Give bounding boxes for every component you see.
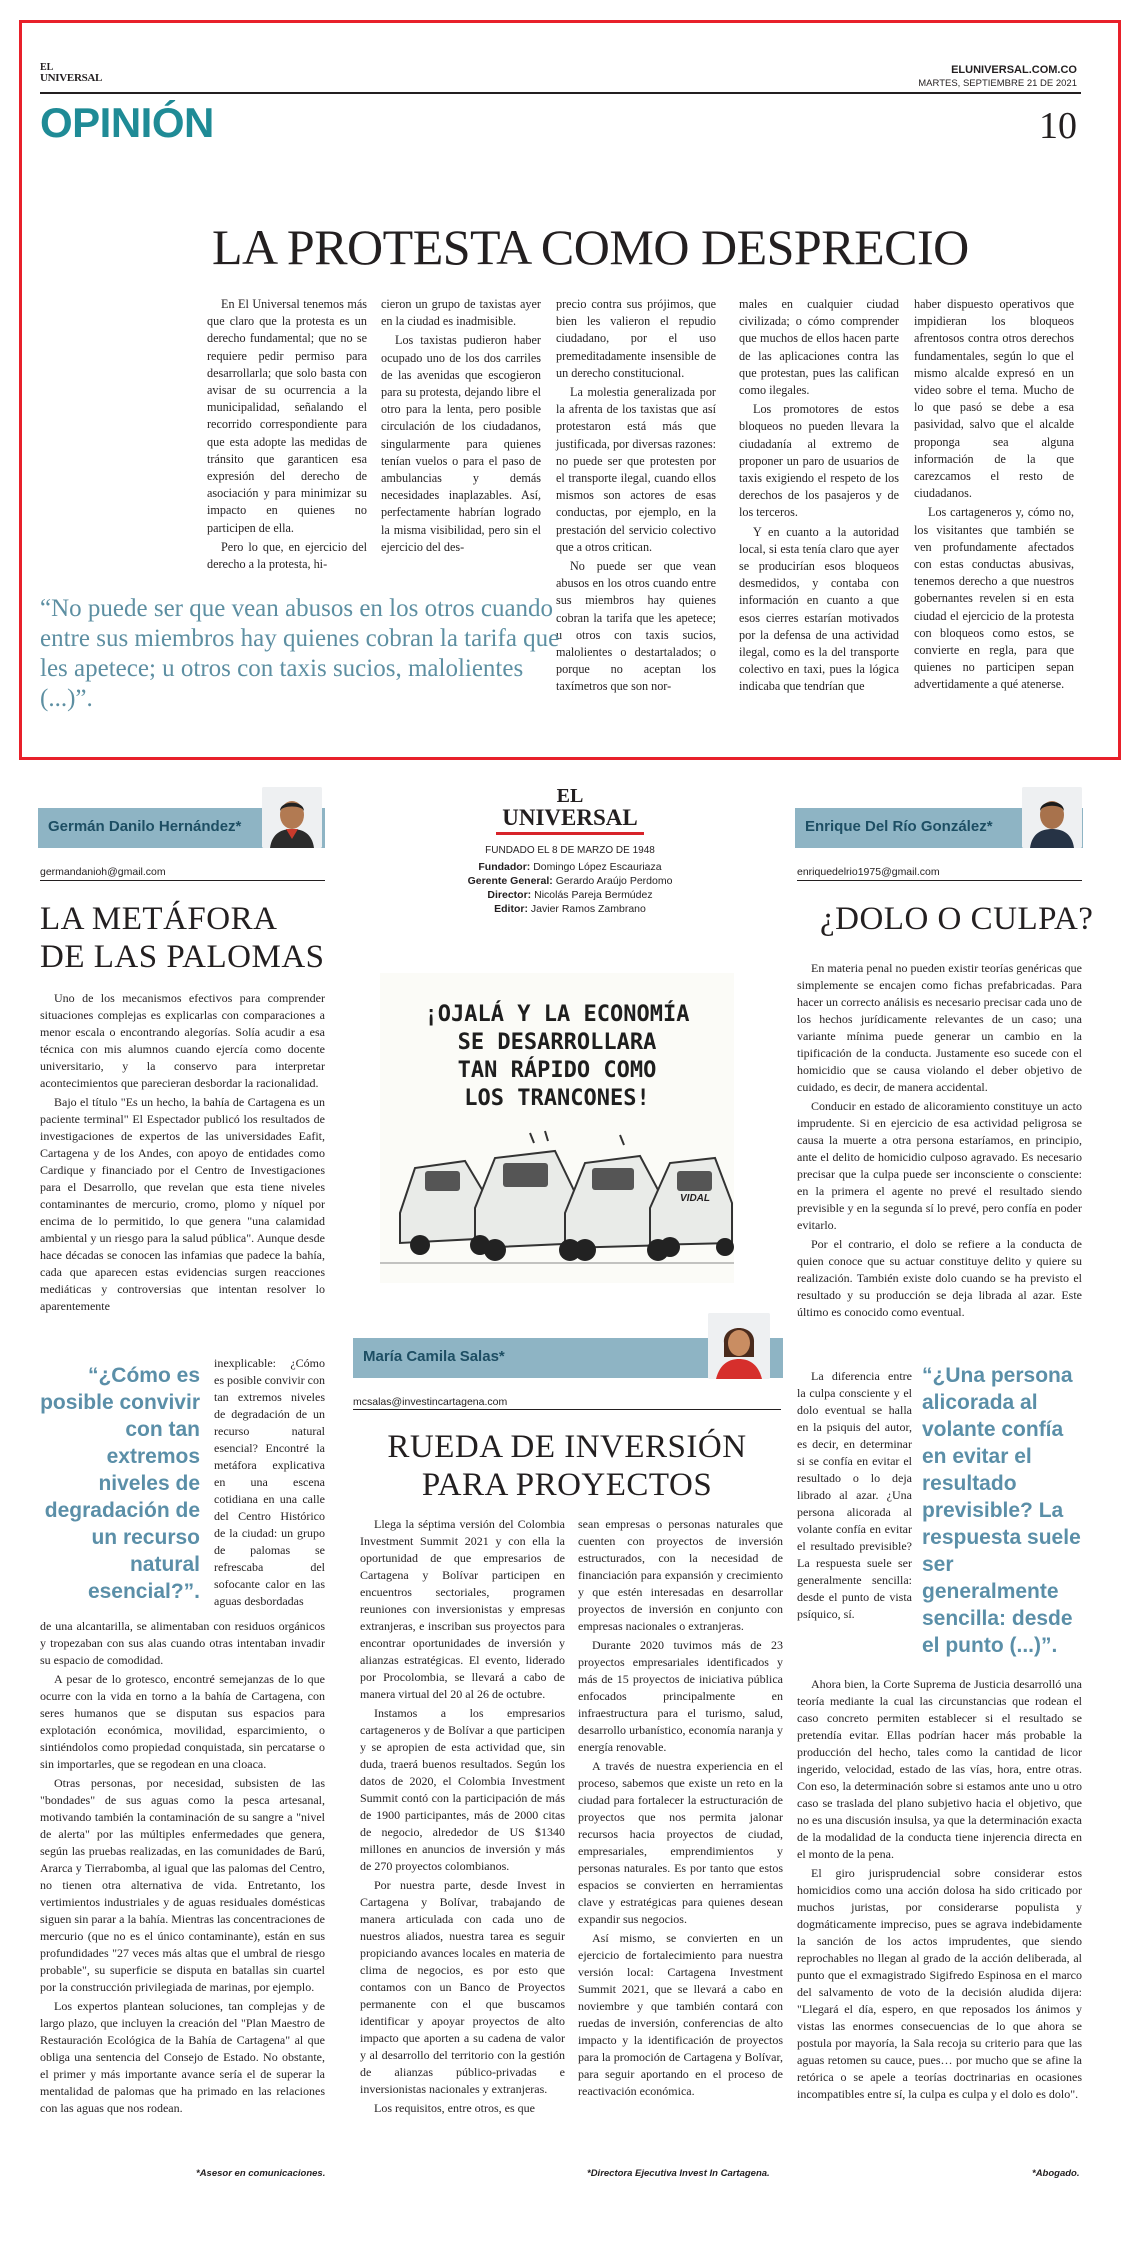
masthead-logo-top: EL	[556, 785, 584, 807]
article-title	[353, 1428, 781, 1504]
author-name: Enrique Del Río González*	[805, 818, 993, 835]
paragraph: Instamos a los empresarios cartageneros y de Bolívar a que participen y se apropien de esta actividad que, sin duda, traerá buenos resultados. Según los datos de 2020, el Colombia Investment Summit contó con la participación de más de 1900 participantes, más de 2000 citas de negocio, alrededor de US $1340 millones en anuncios de inversión y más de 270 proyectos colombianos.	[360, 1706, 565, 1873]
left-article-body-bottom	[40, 1618, 325, 2119]
masthead-logo-bottom: UNIVERSAL	[496, 806, 644, 835]
staff-role: Fundador:	[478, 861, 531, 873]
editorial-col-3	[556, 296, 716, 698]
cartoon-line: SE DESARROLLARA	[457, 1030, 657, 1055]
paragraph: La diferencia entre la culpa consciente y el dolo eventual se halla en la psiquis del autor, es decir, en determinar si se confía en evitar el resultado o lo deja librado al azar. ¿Una persona alicorada al volante confía en evitar el resultado previsible? La respuesta suele ser generalmente sencilla: desde el punto de vista psíquico, sí.	[797, 1369, 912, 1621]
paragraph: cieron un grupo de taxistas ayer en la ciudad es inadmisible.	[381, 297, 541, 329]
cartoon-line: LOS TRANCONES!	[464, 1086, 650, 1111]
paragraph: Llega la séptima versión del Colombia Investment Summit 2021 y con ella la oportunidad de que empresarios de Cartagena y Bolívar participen en encuentros sectoriales, programen reuniones con inversionistas y empresas extranjeras, e inscriban sus proyectos para encontrar oportunidades de inversión y alianzas estratégicas. El evento, liderado por Procolombia, se llevará a cabo de manera virtual del 20 al 26 de octubre.	[360, 1517, 565, 1701]
author-email: mcsalas@investincartagena.com	[353, 1396, 508, 1408]
staff-name: Domingo López Escauriaza	[533, 861, 662, 873]
staff-role: Gerente General:	[467, 875, 553, 887]
paragraph: Conducir en estado de alicoramiento constituye un acto imprudente. Si en ejercicio de esa actividad peligrosa se causa la muerte a otra persona estaríamos, en principio, ante el delito de homicidio culposo agravado. Es necesario precisar que la culpa puede ser inconsciente o consciente: en la primera el agente no prevé el resultado siendo previsible y en la segunda sí lo prevé, pero confía en poder evitarlo.	[797, 1099, 1082, 1232]
header-date: MARTES, SEPTIEMBRE 21 DE 2021	[918, 78, 1077, 89]
cartoon-line: TAN RÁPIDO COMO	[457, 1058, 657, 1083]
header-logo	[40, 63, 102, 83]
paragraph: Los promotores de estos bloqueos no pueden llevara la ciudadanía al extremo de proponer un paro de usuarios de taxis exigiendo el respeto de los derechos de los pasajeros y de los terceros.	[739, 402, 899, 520]
staff-name: Gerardo Araújo Perdomo	[555, 875, 673, 887]
paragraph: Pero lo que, en ejercicio del derecho a la protesta, hi-	[207, 539, 367, 572]
right-article-body-top	[797, 960, 1082, 1323]
paragraph: Uno de los mecanismos efectivos para comprender situaciones complejas es explicarlas con comparaciones a menor escala o encontrando alegorías. Solía acudir a esa técnica con mis alumnos cuando ejercía como docente universitario, y la conservo para interpretar acontecimientos que parecieran desbordar la racionalidad.	[40, 991, 325, 1090]
avatar	[262, 787, 322, 848]
editorial-col-1	[207, 296, 367, 575]
article-title-line: PARA PROYECTOS	[421, 1467, 713, 1503]
left-article-body-narrow	[214, 1355, 325, 1612]
paragraph: Bajo el título "Es un hecho, la bahía de Cartagena es un paciente terminal" El Espectador publicó los resultados de investigaciones de expertos de las universidades Eafit, Cartagena y de los Andes, con apoyo de entidades como Cardique y financiado por el Centro de Investigaciones para el Desarrollo, que revelan que esta tiene niveles contaminantes de mercurio, cromo, plomo y níquel por encima de lo permitido, lo que genera "una calamidad ambiental y un riesgo para la salud pública". Aunque desde hace décadas se conocen las infamias que padece la bahía, cada que aparecen estas evidencias surgen reacciones mediáticas y controversias que intentan resolver lo aparentemente	[40, 1095, 325, 1313]
paragraph: Otras personas, por necesidad, subsisten de las "bondades" de sus aguas como la pesca artesanal, motivando también la contaminación de su sangre a "nivel de alerta" por las múltiples enfermedades que genera, según las pruebas realizadas, en las comunidades de Barú, Ararca y Tierrabomba, al igual que las palomas del Centro, no tienen otra alternativa de vida. Entretanto, los vertimientos industriales y de aguas residuales domésticas siguen sin parar a la bahía. Mientras las concentraciones de mercurio (que no es el único contaminante), están en sus profundidades "27 veces más altas que el umbral de riesgo probable", su superficie se disputa en batallas sin cuartel por la construcción privilegiada de marinas, por ejemplo.	[40, 1776, 325, 1994]
section-title: OPINIÓN	[40, 99, 214, 146]
paragraph: males en cualquier ciudad civilizada; o cómo comprender que muchos de ellos hacen parte de las aplicaciones contra las que protestan, pues las califican como ilegales.	[739, 297, 899, 398]
staff-name: Javier Ramos Zambrano	[530, 903, 646, 915]
center-article-col-1	[360, 1516, 565, 2119]
author-name: Germán Danilo Hernández*	[48, 818, 242, 835]
author-footnote: *Directora Ejecutiva Invest In Cartagena.	[587, 2168, 770, 2179]
article-title: ¿DOLO O CULPA?	[820, 901, 1094, 937]
left-pull-quote: “¿Cómo es posible convivir con tan extremos niveles de degradación de un recurso natural esencial?”.	[40, 1364, 200, 1603]
paragraph: Los requisitos, entre otros, es que	[374, 2101, 535, 2115]
header-site: ELUNIVERSAL.COM.CO	[951, 64, 1077, 76]
right-pull-quote: “¿Una persona alicorada al volante confía en evitar el resultado previsible? La respuesta suele ser generalmente sencilla: desde el punto (...)”.	[922, 1364, 1081, 1657]
avatar	[708, 1313, 770, 1379]
header-logo-bottom: UNIVERSAL	[40, 72, 103, 84]
header-logo-top: EL	[40, 62, 54, 73]
cartoon-caption	[390, 1001, 724, 1113]
staff-line	[420, 902, 720, 916]
paragraph: de una alcantarilla, se alimentaban con residuos orgánicos y tropezaban con sus alas cuando otras intentaban invadir su espacio de comodidad.	[40, 1619, 325, 1667]
paragraph: En El Universal tenemos más que claro que la protesta es un derecho fundamental; que no se requiere pedir permiso para desarrollarla; que solo basta con avisar de su ocurrencia a la municipalidad, señalando el recorrido correspondiente para que esta adopte las medidas de tránsito que garanticen esa expresión del derecho de asociación y para minimizar su impacto en quienes no participen de ella.	[207, 297, 367, 535]
masthead-staff	[420, 860, 720, 916]
paragraph: Los taxistas pudieron haber ocupado uno de los dos carriles de las avenidas que escogieron para su protesta, dejando libre el otro para la lenta, pero posible circulación de los ciudadanos, singularmente para quienes tenían vuelos o para el paso de ambulancias y demás necesidades inaplazables. Así, perfectamente habrían logrado la misma visibilidad, pero sin el ejercicio del des-	[381, 333, 541, 554]
editorial-title: LA PROTESTA COMO DESPRECIO	[212, 219, 969, 275]
right-article-body-narrow	[797, 1368, 912, 1625]
author-footnote: *Abogado.	[1032, 2168, 1080, 2179]
paragraph: sean empresas o personas naturales que cuenten con proyectos de inversión estructurados, con la necesidad de financiación para expansión y crecimiento y que estén interesadas en desarrollar proyectos de inversión en conjunto con empresas nacionales o extranjeras.	[578, 1517, 783, 1633]
avatar	[1022, 787, 1082, 848]
article-title-line: LA METÁFORA	[40, 901, 278, 937]
paragraph: El giro jurisprudencial sobre considerar estos homicidios como una acción dolosa ha sido criticado por muchos juristas, por considerarse populista y dogmáticamente impreciso, pues se agrava indebidamente la sanción de los actos imprudentes, que siendo reprochables no llegan al grado de la acción deliberada, al punto que el exmagistrado Sigifredo Espinosa en el marco del salvamento de voto de la decisión aludida dijera: "Llegará el día, espero, en que reposados los ánimos y vistas las enormes consecuencias de lo que ahora se postula por mayoría, la Sala recoja su criterio para que las aguas retomen su cauce, pues… por mucho que se afine la retórica o se apele a teorías doctrinarias en ocasiones incompatibles entre sí, la culpa es culpa y el dolo es dolo".	[797, 1866, 1082, 2101]
paragraph: Durante 2020 tuvimos más de 23 proyectos empresariales identificados y más de 15 proyectos de iniciativa pública enfocados principalmente en infraestructura para el turismo, salud, desarrollo urbanístico, economía naranja y energía renovable.	[578, 1638, 783, 1754]
editorial-col-5	[914, 296, 1074, 696]
page-number: 10	[1039, 105, 1077, 147]
article-title-line: DE LAS PALOMAS	[40, 939, 325, 975]
left-article-body-top	[40, 990, 325, 1317]
paragraph: A pesar de lo grotesco, encontré semejanzas de lo que ocurre con la vida en torno a la bahía de Cartagena, con seres humanos que se disputan sus espacios para explotación económica, movilidad, esparcimiento, o sintiéndolos como propiedad conquistada, sin percatarse o sin importarles, que se regodean en una cloaca.	[40, 1672, 325, 1771]
right-article-body-bottom	[797, 1676, 1082, 2105]
paragraph: Los expertos plantean soluciones, tan complejas y de largo plazo, que incluyen la creación del "Plan Maestro de Restauración Ecológica de la Bahía de Cartagena" al que obliga una sentencia del Consejo de Estado. No obstante, el primer y más importante avance sería el de superar la mentalidad de palomas que ha primado en las relaciones con las aguas que nos rodean.	[40, 1999, 325, 2115]
paragraph: La molestia generalizada por la afrenta de los taxistas que así protestaron está más que justificada, por diversas razones: no puede ser que protesten por el transporte ilegal, cuando ellos mismos son actores de esas conductas, por ejemplo, en la prestación del servicio colectivo que a otros critican.	[556, 385, 716, 554]
paragraph: inexplicable: ¿Cómo es posible convivir con tan extremos niveles de degradación de un recurso natural esencial? Encontré la metáfora explicativa en una escena cotidiana en una calle del Centro Histórico de la ciudad: un grupo de palomas se refrescaba del sofocante calor en las aguas desbordadas	[214, 1356, 325, 1608]
header-rule	[40, 92, 1081, 94]
paragraph: No puede ser que vean abusos en los otros cuando entre sus miembros hay quienes cobran la tarifa que les apetece; u otros con taxis sucios, malolientes o destartalados; o porque no aceptan los taxímetros que son nor-	[556, 559, 716, 694]
author-email: germandanioh@gmail.com	[40, 866, 166, 878]
rule	[353, 1409, 781, 1410]
paragraph: haber dispuesto operativos que impidieran los bloqueos afrentosos contra otros derechos fundamentales, según lo que el mismo alcalde expresó en un video sobre el tema. Mucho de lo que pasó se debe a esa pasividad, salvo que el alcalde proponga sea alguna información de la que carezcamos el resto de ciudadanos.	[914, 297, 1074, 501]
author-email: enriquedelrio1975@gmail.com	[797, 866, 940, 878]
article-title-line: RUEDA DE INVERSIÓN	[387, 1429, 747, 1465]
editorial-col-2	[381, 296, 541, 558]
center-article-col-2	[578, 1516, 783, 2102]
author-name: María Camila Salas*	[363, 1348, 505, 1365]
editorial-pull-quote: “No puede ser que vean abusos en los otros cuando entre sus miembros hay quienes cobran la tarifa que les apetece; u otros con taxis sucios, malolientes (...)”.	[40, 595, 560, 712]
paragraph: A través de nuestra experiencia en el proceso, sabemos que existe un reto en la ciudad para fortalecer la estructuración de proyectos que nos permita jalonar recursos hacia proyectos de ciudad, empresariales, emprendimientos y personas naturales. Es por tanto que estos espacios se convierten en herramientas clave y estratégicas para quienes desean expandir sus negocios.	[578, 1759, 783, 1926]
paragraph: En materia penal no pueden existir teorías genéricas que simplemente se encajen como fichas prefabricadas. Para hacer un correcto análisis es necesario precisar cada uno de los hechos jurídicamente relevantes de un caso; una variante mínima puede generar un cambio en la tipificación de la conducta. Justamente eso sucede con el homicidio que se causa violando el deber objetivo de cuidado, es decir, de manera accidental.	[797, 961, 1082, 1094]
paragraph: Y en cuanto a la autoridad local, si esta tenía claro que ayer se producirían esos bloqueos desmedidos, y contaba con información en cuanto a que esos cierres estarían motivados por la defensa de una actividad ilegal, como es la del transporte colectivo en taxi, pues la lógica indicaba que tendrían que	[739, 524, 899, 694]
editorial-col-4	[739, 296, 899, 698]
cartoon-signature: VIDAL	[680, 1193, 710, 1204]
staff-line	[420, 874, 720, 888]
staff-role: Editor:	[494, 903, 528, 915]
masthead-founded: FUNDADO EL 8 DE MARZO DE 1948	[485, 845, 655, 856]
author-footnote: *Asesor en comunicaciones.	[196, 2168, 326, 2179]
paragraph: precio contra sus prójimos, que bien les valieron el repudio ciudadano, por el uso premeditadamente insensible de un derecho constitucional.	[556, 297, 716, 380]
cartoon-line: ¡OJALÁ Y LA ECONOMÍA	[424, 1002, 690, 1027]
paragraph: Por el contrario, el dolo se refiere a la conducta de quien conoce que su actuar constituye delito y quiere su realización. También existe dolo cuando se ha previsto el resultado y su producción se deja librada al azar. Este último es conocido como eventual.	[797, 1237, 1082, 1319]
staff-line	[420, 888, 720, 902]
rule	[797, 880, 1082, 881]
masthead-logo	[496, 786, 644, 835]
staff-name: Nicolás Pareja Bermúdez	[534, 889, 653, 901]
rule	[40, 880, 325, 881]
staff-line	[420, 860, 720, 874]
paragraph: Así mismo, se convierten en un ejercicio de fortalecimiento para nuestra versión local: Cartagena Investment Summit 2021, que se llevará a cabo en noviembre y que también contará con ruedas de inversión, conferencias de alto impacto y la identificación de proyectos para la promoción de Cartagena y Bolívar, para seguir aportando en el proceso de reactivación económica.	[578, 1931, 783, 2098]
paragraph: Por nuestra parte, desde Invest in Cartagena y Bolívar, trabajando de manera articulada con cada uno de nuestros aliados, nuestra tarea es seguir propiciando avances locales en materia de clima de negocios, es por esto que contamos con un Banco de Proyectos permanente con el que buscamos identificar y apoyar proyectos de alto impacto que aporten a su cadena de valor y al desarrollo del territorio con la gestión de alianzas público-privadas e inversionistas nacionales y extranjeras.	[360, 1878, 565, 2096]
paragraph: Ahora bien, la Corte Suprema de Justicia desarrolló una teoría mediante la cual las circunstancias que rodean el caso concreto permiten establecer si el resultado se pretendía evitar. Ellas podrían hacer más probable la producción del hecho, tales como la cantidad de licor ingerido, velocidad, estado de las vías, hora, entre otras. Con eso, la determinación sobre si estamos ante uno u otro caso se traslada del plano subjetivo hacia el objetivo, que no es una discusión insulsa, ya que la determinación exacta de la modalidad de la conducta tiene injerencia directa en el monto de la pena.	[797, 1677, 1082, 1861]
article-title	[40, 900, 325, 976]
cartoon	[380, 973, 734, 1283]
staff-role: Director:	[487, 889, 532, 901]
paragraph: Los cartageneros y, cómo no, los visitantes que también se ven profundamente afectados con estas conductas abusivas, tenemos derecho a que nuestros gobernantes revelen si en esta ciudad el ejercicio de la protesta con bloqueos como estos, se convierte en regla, para que quienes no participen sepan advertidamente a qué atenerse.	[914, 505, 1074, 692]
